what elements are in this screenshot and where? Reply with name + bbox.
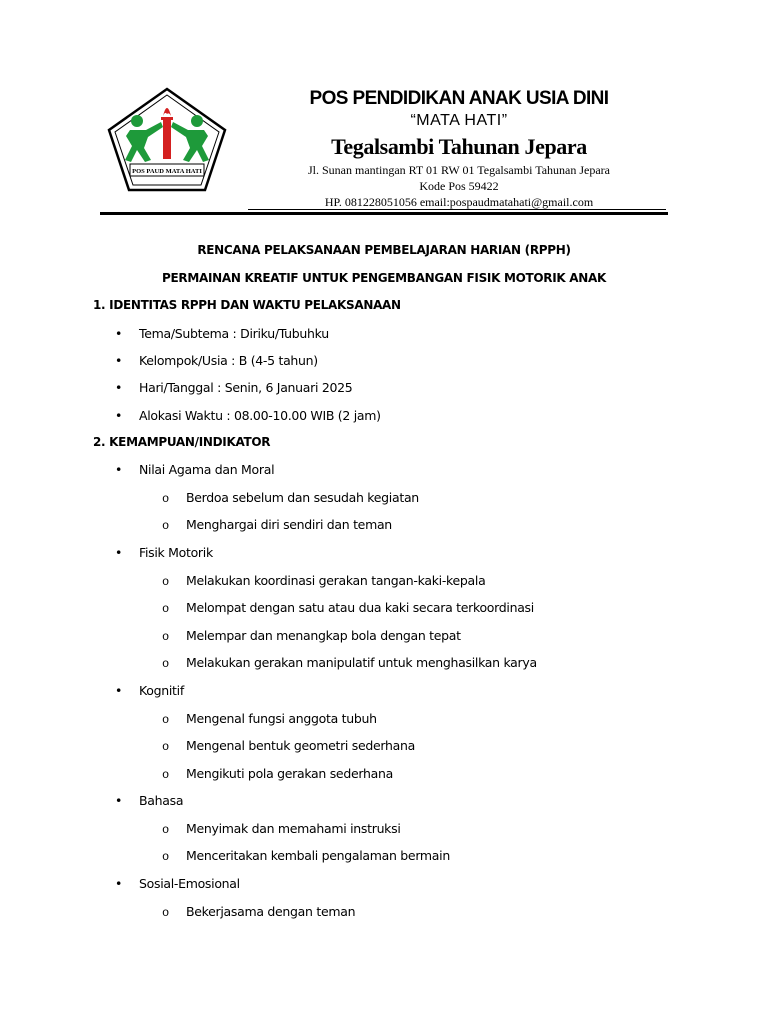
sub-bullet-icon: o bbox=[162, 630, 169, 644]
sub-list-item: o Berdoa sebelum dan sesudah kegiatan bbox=[162, 490, 419, 506]
bullet-icon: • bbox=[115, 408, 123, 423]
bullet-icon: • bbox=[115, 326, 123, 341]
bullet-icon: • bbox=[115, 380, 123, 395]
sub-list-item: o Melakukan koordinasi gerakan tangan-kaki-kepala bbox=[162, 573, 486, 589]
institution-address: Jl. Sunan mantingan RT 01 RW 01 Tegalsambi Tahunan Jepara bbox=[307, 163, 610, 177]
sub-list-item: o Menceritakan kembali pengalaman bermain bbox=[162, 848, 450, 864]
bullet-icon: • bbox=[115, 793, 123, 808]
sub-list-item: o Mengenal bentuk geometri sederhana bbox=[162, 738, 415, 754]
institution-place: Tegalsambi Tahunan Jepara bbox=[331, 134, 587, 159]
bullet-icon: • bbox=[115, 353, 123, 368]
sub-list-item: o Bekerjasama dengan teman bbox=[162, 904, 356, 920]
paud-logo bbox=[106, 86, 228, 192]
sub-bullet-icon: o bbox=[162, 657, 169, 671]
sub-list-item: o Mengikuti pola gerakan sederhana bbox=[162, 766, 393, 782]
sub-list-item: o Melempar dan menangkap bola dengan tepat bbox=[162, 628, 461, 644]
sub-list-item: o Mengenal fungsi anggota tubuh bbox=[162, 711, 377, 727]
sub-bullet-icon: o bbox=[162, 602, 169, 616]
list-item: • Nilai Agama dan Moral bbox=[115, 462, 275, 477]
bullet-icon: • bbox=[115, 683, 123, 698]
sub-bullet-icon: o bbox=[162, 823, 169, 837]
list-item: • Sosial-Emosional bbox=[115, 876, 240, 891]
sub-bullet-icon: o bbox=[162, 492, 169, 506]
list-item: • Kelompok/Usia : B (4-5 tahun) bbox=[115, 353, 318, 368]
list-item: • Hari/Tanggal : Senin, 6 Januari 2025 bbox=[115, 380, 353, 395]
header-divider-thick bbox=[100, 212, 668, 215]
institution-subtitle: “MATA HATI” bbox=[410, 112, 508, 129]
sub-bullet-icon: o bbox=[162, 519, 169, 533]
bullet-icon: • bbox=[115, 545, 123, 560]
sub-bullet-icon: o bbox=[162, 906, 169, 920]
institution-title: POS PENDIDIKAN ANAK USIA DINI bbox=[309, 88, 609, 109]
sub-bullet-icon: o bbox=[162, 713, 169, 727]
bullet-icon: • bbox=[115, 462, 123, 477]
document-title: RENCANA PELAKSANAAN PEMBELAJARAN HARIAN (RPPH) bbox=[197, 243, 571, 257]
bullet-icon: • bbox=[115, 876, 123, 891]
sub-bullet-icon: o bbox=[162, 850, 169, 864]
list-item: • Alokasi Waktu : 08.00-10.00 WIB (2 jam) bbox=[115, 408, 381, 423]
list-item: • Tema/Subtema : Diriku/Tubuhku bbox=[115, 326, 329, 341]
sub-list-item: o Melompat dengan satu atau dua kaki secara terkoordinasi bbox=[162, 600, 534, 616]
section-1-heading: 1. IDENTITAS RPPH DAN WAKTU PELAKSANAAN bbox=[93, 298, 401, 312]
list-item: • Bahasa bbox=[115, 793, 184, 808]
sub-bullet-icon: o bbox=[162, 575, 169, 589]
sub-list-item: o Menyimak dan memahami instruksi bbox=[162, 821, 401, 837]
document-subtitle: PERMAINAN KREATIF UNTUK PENGEMBANGAN FISIK MOTORIK ANAK bbox=[161, 271, 607, 285]
institution-contact: HP. 081228051056 email:pospaudmatahati@gmail.com bbox=[324, 195, 594, 209]
section-2-heading: 2. KEMAMPUAN/INDIKATOR bbox=[93, 435, 271, 449]
institution-postal: Kode Pos 59422 bbox=[419, 179, 499, 193]
list-item: • Kognitif bbox=[115, 683, 184, 698]
header-divider-thin bbox=[248, 209, 666, 210]
logo-banner-text: POS PAUD MATA HATI bbox=[132, 168, 202, 175]
list-item: • Fisik Motorik bbox=[115, 545, 213, 560]
paud-logo-icon bbox=[106, 86, 228, 192]
sub-bullet-icon: o bbox=[162, 740, 169, 754]
sub-list-item: o Melakukan gerakan manipulatif untuk menghasilkan karya bbox=[162, 655, 537, 671]
sub-bullet-icon: o bbox=[162, 768, 169, 782]
sub-list-item: o Menghargai diri sendiri dan teman bbox=[162, 517, 392, 533]
